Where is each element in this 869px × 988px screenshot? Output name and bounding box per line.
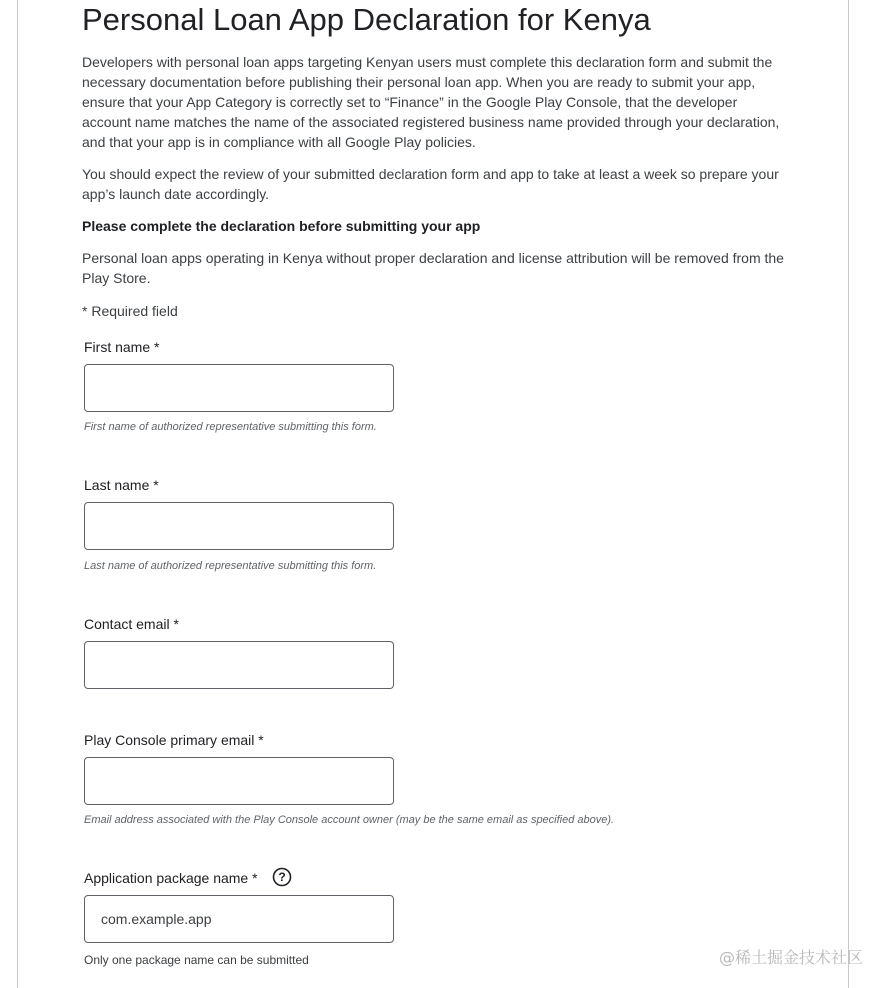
console-email-label: Play Console primary email *: [84, 732, 264, 748]
page-title: Personal Loan App Declaration for Kenya: [82, 2, 651, 37]
last-name-hint: Last name of authorized representative submitting this form.: [84, 560, 377, 572]
last-name-input[interactable]: [84, 502, 394, 550]
svg-text:?: ?: [278, 870, 286, 885]
console-email-input[interactable]: [84, 757, 394, 805]
required-note: * Required field: [82, 303, 178, 319]
complete-notice: Please complete the declaration before submitting your app: [82, 218, 481, 234]
package-name-hint: Only one package name can be submitted: [84, 953, 309, 967]
watermark: @稀土掘金技术社区: [718, 948, 863, 967]
package-name-label: Application package name *: [84, 870, 258, 886]
last-name-label: Last name *: [84, 477, 159, 493]
intro-paragraph: Developers with personal loan apps targeting Kenyan users must complete this declaration form and submit the necessary documentation before publishing their personal loan app. When you are ready to submit your app, ensure that your App Category is correctly set to “Finance” in the Google Play Console, that the developer account name matches the name of the associated registered business name provided through your declaration, and that your app is in compliance with all Google Play policies.: [82, 54, 780, 150]
package-name-input[interactable]: [84, 895, 394, 943]
contact-email-label: Contact email *: [84, 616, 179, 632]
first-name-label: First name *: [84, 339, 160, 355]
first-name-input[interactable]: [84, 364, 394, 412]
contact-email-input[interactable]: [84, 641, 394, 689]
first-name-hint: First name of authorized representative submitting this form.: [84, 421, 377, 433]
review-note: You should expect the review of your submitted declaration form and app to take at least a week so prepare your app’s launch date accordingly.: [82, 166, 779, 202]
removal-notice: Personal loan apps operating in Kenya without proper declaration and license attribution will be removed from the Play Store.: [82, 250, 784, 286]
console-email-hint: Email address associated with the Play Console account owner (may be the same email as specified above).: [84, 814, 615, 826]
question-mark-circle-icon[interactable]: [272, 867, 292, 887]
